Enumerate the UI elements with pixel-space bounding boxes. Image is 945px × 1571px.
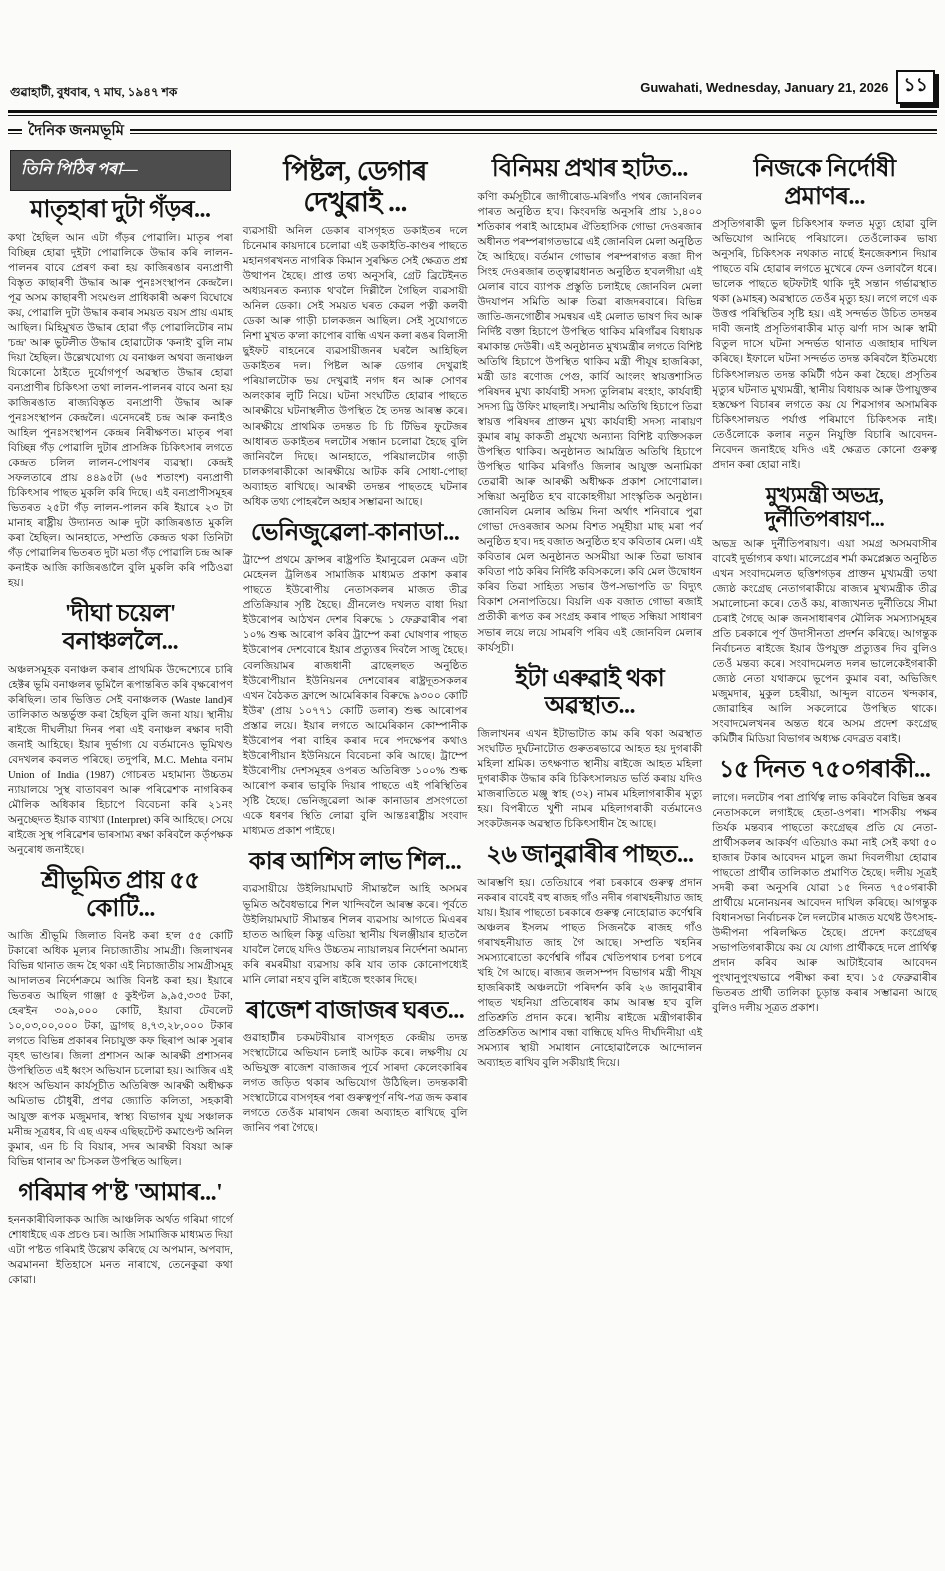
article-body: আজি শ্ৰীভূমি জিলাত বিনষ্ট কৰা হ'ল ৫৫ কোটি টকাৰো অধিক মূল্যৰ নিচাজাতীয় সামগ্ৰী। জিলাখনৰ বিভিন্ন থানাত জব্দ হৈ থকা এই নিচাজাতীয় সামগ্ৰীসমূহ আদালতৰ নিৰ্দেশক্ৰমে আজি বিনষ্ট কৰা হয়। ইয়াৰে ভিতৰত আছিল গাঞ্জা ৫ কুইণ্টল ৯,৯৫,৩৩৫ টকা, হেৰ'ইন ৩০৯,০০০ কোটি, ইয়াবা টেবলেট ১০,০৩,০০,০০০ টকা, ড্ৰাগছ ৪,৭৩,২৮,০০০ টকাৰ লগতে বিভিন্ন প্ৰকাৰৰ নিচাযুক্ত কফ ছিৰাপ আৰু সুৰাৰ বৃহৎ ভাণ্ডাৰ। জিলা প্ৰশাসন আৰু আৰক্ষী প্ৰশাসনৰ উপস্থিতিত এই ধ্বংস অভিযান চলোৱা হয়। আজিৰ এই ধ্বংস অভিযান কাৰ্যসূচীত অতিৰিক্ত আৰক্ষী অধীক্ষক অমিতাভ চৌধুৰী, প্ৰণৱ জ্যোতি কলিতা, সহকাৰী আয়ুক্ত ৰূপক মজুমদাৰ, স্বাস্থ্য বিভাগৰ যুগ্ম সঞ্চালক মনীন্দ্ৰ সূত্ৰধৰ, বি এছ এফৰ এছিছটেণ্ট কমাণ্ডেণ্ট অনিল কুমাৰ, এন চি বি বিয়াৰ, সদৰ আৰক্ষী বিষয়া আৰু বিভিন্ন থানাৰ অ' চিসকল উপস্থিত আছিল। — [8, 931, 233, 1168]
masthead-rule-right — [130, 129, 937, 134]
article — [8, 601, 233, 858]
continuation-banner: তিনি পিঠিৰ পৰা— — [10, 150, 231, 191]
article-headline: মুখ্যমন্ত্ৰী অভদ্ৰ, দুৰ্নীতিপৰায়ণ... — [764, 482, 885, 531]
masthead-row — [8, 119, 937, 144]
article-headline: কাৰ আশিস লাভ শিল... — [248, 848, 462, 875]
article-headline: মাতৃহাৰা দুটা গঁড়ৰ... — [30, 197, 211, 223]
article-body: প্ৰসৃতিগৰাকী ভুল চিকিৎসাৰ ফলত মৃত্যু হোৱা বুলি অভিযোগ আনিছে পৰিয়ালে। তেওঁলোকৰ ভাষ্য অনুসৰি, চিকিৎসক নথকাত নাৰ্ছে ইনজেকশ্যন দিয়াৰ পাছতে বমি হোৱাৰ লগতে মুখেৰে ফেন ওলাবলৈ ধৰে। ভালেক পাছতে ছটফটাই থাকি দুই সন্তান গৰ্ভাৱস্থাত থকা (৯মাহৰ) অৱস্থাতে তেওঁৰ মৃত্যু হয়। লগে লগে এক উত্তপ্ত পৰিস্থিতিৰ সৃষ্টি হয়। এই সন্দৰ্ভত উচিত তদন্তৰ দাবী জনাই প্ৰসৃতিগৰাকীৰ মাতৃ ঝৰ্ণা দাস আৰু স্বামী বিতুল দাসে ঘটনা সন্দৰ্ভত থানাত এজাহাৰ দাখিল কৰিছে। ইফালে ঘটনা সন্দৰ্ভত তদন্ত কৰিবলৈ ইতিমধ্যে চিকিৎসালয়ত তদন্ত কমিটী গঠন কৰা হৈছে। প্ৰসৃতিৰ মৃত্যুৰ ঘটনাত মুখ্যমন্ত্ৰী, স্থানীয় বিধায়ক আৰু উপায়ুক্তৰ হস্তক্ষেপ বিচাৰৰ লগতে কয় যে শিৱসাগৰ অসামৰিক চিকিৎসালয়ত পৰ্যাপ্ত পৰিমাণে চিকিৎসক নাই। তেওঁলোকে কলাৰ নতুন নিযুক্তি বিচাৰি আবেদন-নিবেদন জনাইছে যদিও এই ক্ষেত্ৰত কোনো গুৰুত্ব প্ৰদান কৰা হোৱা নাই। — [712, 219, 937, 471]
page-number-box: ১১ — [896, 70, 935, 104]
article-body: অভদ্ৰ আৰু দুৰ্নীতিপৰায়ণ। এয়া সমগ্ৰ অসমবাসীৰ বাবেই দুৰ্ভাগ্যৰ কথা। মালেগ্ৰেৰ শৰ্মা কমপ্লেক্সত অনুষ্ঠিত এখন সংবাদমেলত ছত্তিশগড়ৰ প্ৰাক্তন মুখ্যমন্ত্ৰী তথা জ্যেষ্ঠ কংগ্ৰেছ নেতাগৰাকীয়ে ৰাজ্যৰ মুখ্যমন্ত্ৰীক তীব্ৰ সমালোচনা কৰে। তেওঁ কয়, ৰাজ্যখনত দুৰ্নীতিয়ে সীমা চেৰাই গৈছে আৰু জনসাধাৰণৰ মৌলিক সমস্যাসমূহৰ প্ৰতি চৰকাৰে পূৰ্ণ উদাসীনতা প্ৰদৰ্শন কৰিছে। আগন্তুক নিৰ্বাচনত ৰাইজে ইয়াৰ উপযুক্ত প্ৰত্যুত্তৰ দিব বুলিও তেওঁ মন্তব্য কৰে। সংবাদমেলত দলৰ ভালেকেইগৰাকী জ্যেষ্ঠ নেতা যথাক্ৰমে ভূপেন কুমাৰ বৰা, অভিজিৎ মজুমদাৰ, মুকুল চহৰীয়া, আব্দুল বাতেন খন্দকাৰ, জোৱাহিৰ আলি সকলোৱে উপস্থিত থাকে। সংবাদমেলখনৰ অন্তত ধৰে অসম প্ৰদেশ কংগ্ৰেছ কমিটীৰ মিডিয়া বিভাগৰ অধ্যক্ষ বেদব্ৰত বৰাই। — [712, 539, 937, 746]
article — [478, 156, 703, 656]
article — [8, 197, 233, 591]
article — [243, 998, 468, 1137]
article-headline: ১৫ দিনত ৭৫০গৰাকী... — [718, 757, 931, 784]
article — [243, 156, 468, 510]
news-column-3 — [478, 150, 703, 1081]
article-headline: গৰিমাৰ প'ষ্ট 'আমাৰ...' — [18, 1179, 223, 1206]
header-rule — [8, 110, 937, 116]
article-headline: ৰাজেশ বাজাজৰ ঘৰত... — [245, 997, 465, 1024]
page-header — [8, 6, 937, 108]
article-headline: নিজকে নিৰ্দোষী প্ৰমাণৰ... — [753, 156, 896, 210]
masthead-dash-left — [8, 129, 22, 134]
date-local: গুৱাহাটী, বুধবাৰ, ৭ মাঘ, ১৯৪৭ শক — [10, 85, 178, 99]
article-headline: পিষ্টল, ডেগাৰ দেখুৱাই ... — [283, 156, 427, 218]
date-english: Guwahati, Wednesday, January 21, 2026 — [640, 79, 889, 95]
article-body: আৰম্ভণি হয়। তেতিয়াৰে পৰা চৰকাৰে গুৰুত্ব প্ৰদান নকৰাৰ বাবেই বহু ৰাজহ গাঁও নদীৰ গৰাখহনীয়াত জাহ যায়। ইয়াৰ পাছতো চৰকাৰে গুৰুত্ব নোহোৱাত কৰ্ণেশ্বৰি অঞ্চলৰ ইসলম পাছত সিজনকৈ ৰাজহ গাঁও গৰাখহনীয়াত জাহ গৈ আছে। সম্প্ৰতি খহনিৰ সমস্যাৰোতো কৰ্ণেশ্বৰি গাঁৱৰ খেতিপথাৰ চপৰা চপৰে খহি গৈ আছে। ৰাজ্যৰ জলসম্পদ বিভাগৰ মন্ত্ৰী পীযূষ হাজৰিকাই অঞ্চলটো পৰিদৰ্শন কৰি ২৬ জানুৱাৰীৰ পাছত খহনিয়া প্ৰতিৰোধৰ কাম আৰম্ভ হ'ব বুলি প্ৰতিশ্ৰুতি প্ৰদান কৰে। স্থানীয় ৰাইজে মন্ত্ৰীগৰাকীৰ প্ৰতিশ্ৰুতিত আশাৰ বন্ধা বান্ধিছে যদিও দীৰ্ঘদিনীয়া এই সমস্যাৰ স্থায়ী সমাধান নোহোৱালৈকে আন্দোলন অব্যাহত ৰাখিব বুলি সকীয়াই দিয়ে। — [477, 877, 703, 1069]
article-body: ট্ৰাম্পে প্ৰথমে ফ্ৰান্সৰ ৰাষ্ট্ৰপতি ইমানুৱেল মেক্ৰন এটা মেহেনল ট্ৰলিঙৰ সামাজিক মাধ্যমত প্ৰকাশ কৰাৰ পাছতে ইউৰোপীয় নেতাসকলৰ মাজত তীব্ৰ প্ৰতিক্ৰিয়াৰ সৃষ্টি হৈছে। গ্ৰীনলেণ্ড দখলত বাধা দিয়া ইউৰোপৰ আঠখন দেশৰ বিৰুদ্ধে ১ ফেব্ৰুৱাৰীৰ পৰা ১০% শুল্ক আৰোপ কৰিব ট্ৰাম্পে কৰা ঘোষণাৰ পাছত ইউৰোপৰ দেশবোৰে ইয়াৰ প্ৰত্যুত্তৰ দিবলৈ সাজু হৈছে। বেলজিয়ামৰ ৰাজধানী ব্ৰাছেলছত অনুষ্ঠিত ইউৰোপীয়ান ইউনিয়নৰ দেশবোৰৰ ৰাষ্ট্ৰদূতসকলৰ এখন বৈঠকত ফ্ৰান্সে আমেৰিকাৰ বিৰুদ্ধে ৯৩০০ কোটি ইউৰ' (প্ৰায় ১০৭৭১ কোটি ডলাৰ) শুল্ক আৰোপৰ প্ৰস্তাৱ লয়ে। ইয়াৰ লগতে আমেৰিকান কোম্পানীক ইউৰোপৰ পৰা বাহিৰ কৰাৰ দৰে পদক্ষেপৰ কথাও ইউৰোপীয়ান ইউনিয়নে বিবেচনা কৰি আছে। ট্ৰাম্পে ইউৰোপীয় দেশসমূহৰ ওপৰত অতিৰিক্ত ১০০% শুল্ক আৰোপ কৰাৰ ভাবুকি দিয়াৰ পাছতে এই পৰিস্থিতিৰ সৃষ্টি হৈছে। ভেনিজুৱেলা আৰু কানাডাৰ প্ৰসংগতো একে ধৰণৰ স্থিতি লোৱা বুলি আন্তঃৰাষ্ট্ৰীয় সংবাদ মাধ্যমত প্ৰকাশ পাইছে। — [242, 555, 468, 837]
news-column-2 — [243, 150, 468, 1147]
article-headline: ২৬ জানুৱাৰীৰ পাছত... — [486, 841, 694, 868]
article — [243, 849, 468, 988]
masthead: দৈনিক জনমভূমি — [28, 123, 124, 139]
article-body: কথা হৈছিল আন এটা গঁড়ৰ পোৱালি। মাতৃৰ পৰা বিচ্ছিন্ন হোৱা দুইটা পোৱালিকে উদ্ধাৰ কৰি লালন-পালনৰ বাবে প্ৰেৰণ কৰা হয় কাজিৰঙাৰ বন্যপ্ৰাণী বিস্তৃত কাছাৰণী উদ্ধাৰ আৰু পুনঃসংস্থাপন কেন্দ্ৰলৈ। পূৱ অসম কাছাৰণী সংমণ্ডল প্ৰাধিকাৰী অৰুণ বিঘোষে কয়, পোৱালি দুটা উদ্ধাৰ কৰাৰ সময়ত বয়স প্ৰায় এমাহ আছিল। মিহিমুখত উদ্ধাৰ হোৱা গঁড় পোৱালিটোৰ নাম 'চন্দ্ৰ' আৰু ভুটলীত উদ্ধাৰ হোৱাটোক 'কনাই' বুলি নাম দিয়া হৈছিল। উল্লেখযোগ্য যে বনাঞ্চল অথবা জনাঞ্চল যিকোনো ঠাইতে দুৰ্যোগপূৰ্ণ অৱস্থাত উদ্ধাৰ হোৱা বন্যপ্ৰাণীৰ চিকিৎসা তথা লালন-পালনৰ বাবে অনা হয় কাজিৰঙাত ৰাজ্যবিস্তৃত বন্যপ্ৰাণী উদ্ধাৰ আৰু পুনঃসংস্থাপন কেন্দ্ৰলৈ। এনেদৰেই চন্দ্ৰ আৰু কনাইও আহিল পুনঃসংস্থাপন কেন্দ্ৰৰ নিৰীক্ষণত। মাতৃৰ পৰা বিচ্ছিন্ন গঁড় পোৱালি দুটাৰ প্ৰাসঙ্গিক চিকিৎসাৰ লগতে কেন্দ্ৰত চলিল লালন-পোষণৰ ব্যৱস্থা। কেন্দ্ৰই সফলতাৰে প্ৰায় ৪৪৯৫টা (৬৫ শতাংশ) বন্যপ্ৰাণী চিকিৎসাৰ পাছত মুকলি কৰি দিছে। এই বন্যপ্ৰাণীসমূহৰ ভিতৰত ২৫টা গঁড় লালন-পালন কৰি ইয়াৰে ২৩ টা মানাহ ৰাষ্ট্ৰীয় উদ্যানত আৰু দুটা কাজিৰঙাত মুকলি কৰা হৈছিল। আনহাতে, সম্প্ৰতি কেন্দ্ৰত থকা তিনিটা গঁড় পোৱালিৰ ভিতৰত দুটা মতা গঁড় পোৱালি চন্দ্ৰ আৰু কনাইক আজি কাজিৰঙালৈ বুলি মুকলি কৰি পঠিওৱা হয়। — [8, 232, 233, 590]
news-column-1 — [8, 150, 233, 1298]
article-body: হননকাৰীবিলাকক আজি আঞ্চলিক অৰ্থত গৰিমা গাৰ্গে শোধাইছে এক প্ৰচণ্ড চৰ। আজি সামাজিক মাধ্যমত দিয়া এটা প'ষ্টত গৰিমাই উল্লেখ কৰিছে যে অপমান, অপবাদ, অৱমাননা ইতিহাসে মনত নাৰাখে, তেনেকুৱা কথা কোৱা। — [8, 1215, 233, 1287]
article-headline: 'দীঘা চয়েল' বনাঞ্চললৈ... — [62, 601, 179, 655]
article-headline: ভেনিজুৱেলা-কানাডা... — [250, 519, 460, 546]
article-body: ব্যৱসায়ীয়ে উইলিয়ামঘাট সীমান্তলৈ আহি অসমৰ ভূমিত অবৈধভাৱে শিল খান্দিবলৈ আৰম্ভ কৰে। পূৰ্বতে উইলিয়ামঘাট সীমান্তৰ শিলৰ ব্যৱসায় আগতে মিএৰৰ হাতত আছিল কিন্তু এতিয়া স্থানীয় খিলঞ্জীয়াৰ হাতলৈ যাবলৈ লৈছে যদিও উচ্চতম ন্যায়ালয়ৰ নিৰ্দেশনা অমান্য কৰি ৰমৰমীয়া ব্যৱসায় কৰি যাব তাক কোনোপধ্যেই মানি লোৱা নহ'ব বুলি ৰাইজে হুংকাৰ দিছে। — [242, 884, 468, 986]
article-body: গুৱাহাটীৰ চকমটবীয়াৰ বাসগৃহত কেন্দ্ৰীয় তদন্ত সংস্থাটোৱে অভিযান চলাই আটক কৰে। লক্ষণীয় যে অভিযুক্ত ৰাজেশ বাজাজৰ পূৰ্বে সাৰদা কেলেংকাৰিৰ লগত জড়িত থকাৰ অভিযোগ উঠিছিল। তদন্তকাৰী সংস্থাটোৱে বাসগৃহৰ পৰা গুৰুত্বপূৰ্ণ নথি-পত্ৰ জব্দ কৰাৰ লগতে তেওঁক মাৰাথন জেৰা অব্যাহত ৰাখিছে বুলি জানিব পৰা গৈছে। — [242, 1033, 468, 1135]
article — [478, 842, 703, 1071]
article — [712, 757, 937, 1016]
article-headline: শ্ৰীভূমিত প্ৰায় ৫৫ কোটি... — [41, 867, 200, 922]
columns — [8, 150, 937, 1298]
article — [243, 520, 468, 839]
article — [712, 156, 937, 473]
article — [478, 666, 703, 832]
article-body: অঞ্চলসমূহক বনাঞ্চল কৰাৰ প্ৰাথমিক উদ্দেশ্যেৰে চাৰি হেক্টৰ ভূমি বনাঞ্চলৰ ভূমিলৈ ৰূপান্তৰিত কৰি বৃক্ষৰোপণ কৰিছিল। তাৰ ভিত্তিত সেই বনাঞ্চলক (Waste land)ৰ তালিকাত অন্তৰ্ভুক্ত কৰা হৈছিল বুলি জনা যায়। স্থানীয় ৰাইজে দীঘলীয়া দিনৰ পৰা এই বনাঞ্চল ৰক্ষাৰ দাবী জনাই আহিছে। ইয়াৰ দুৰ্ভাগ্য যে বৰ্তমানেও ভূমিখণ্ড বেদখলৰ কবলত পৰিছে। তদুপৰি, M.C. Mehta বনাম Union of India (1987) গোচৰত মহামান্য উচ্চতম ন্যায়ালয়ে 'সুস্থ বাতাবৰণ আৰু পৰিৱেশ'ক নাগৰিকৰ মৌলিক অধিকাৰ হিচাপে বিবেচনা কৰি ২১নং অনুচ্ছেদত ইয়াক ব্যাখ্যা (Interpret) কৰি আহিছে। সেয়ে ৰাইজে সুস্থ পৰিৱেশৰ ভাৰসাম্য ৰক্ষা কৰিবলৈ কৰ্তৃপক্ষক অনুৰোধ জনাইছে। — [8, 664, 233, 856]
article-body: লাগে। দলটোৰ পৰা প্ৰাৰ্থিত্ব লাভ কৰিবলৈ বিভিন্ন স্তৰৰ নেতাসকলে লগাইছে হেতা-ওপৰা। শাসকীয় পক্ষৰ তিৰ্যক মন্তব্যৰ পাছতো কংগ্ৰেছৰ প্ৰতি যে নেতা-প্ৰাৰ্থীসকলৰ আকৰ্ষণ এতিয়াও কমা নাই সেই কথা ৫০ হাজাৰ টকাৰ আবেদন মাচুল জমা দিবলগীয়া হোৱাৰ পাছতো প্ৰাৰ্থীৰ তালিকাত প্ৰমাণিত হৈছে। দলীয় সূত্ৰই সদৰী কৰা অনুসৰি যোৱা ১৫ দিনত ৭৫০গৰাকী প্ৰাৰ্থীয়ে মনোনয়নৰ আবেদন দাখিল কৰিছে। আগন্তুক বিধানসভা নিৰ্বাচনক লৈ দলটোৰ মাজত যথেষ্ট উৎসাহ-উদ্দীপনা পৰিলক্ষিত হৈছে। প্ৰদেশ কংগ্ৰেছৰ সভাপতিগৰাকীয়ে কয় যে যোগ্য প্ৰাৰ্থীকহে দলে প্ৰাৰ্থিত্ব প্ৰদান কৰিব আৰু আটাইবোৰ আবেদন পুংখানুপুংখভাৱে পৰীক্ষা কৰা হ'ব। ১৫ ফেব্ৰুৱাৰীৰ ভিতৰত প্ৰাৰ্থী তালিকা চূড়ান্ত কৰাৰ সম্ভাৱনা আছে বুলিও দলীয় সূত্ৰত প্ৰকাশ। — [712, 793, 937, 1015]
article-body: জিলাখনৰ এখন ইটাভাটাত কাম কৰি থকা অৱস্থাত সংঘটিত দুৰ্ঘটনাটোত গুৰুতৰভাৱে আহত হয় দুগৰাকী মহিলা শ্ৰমিক। তৎক্ষণাত স্থানীয় ৰাইজে আহত মহিলা দুগৰাকীক উদ্ধাৰ কৰি চিকিৎসালয়ত ভৰ্তি কৰায় যদিও মাজৰাতিতে মঞ্জু স্বাহ (৩২) নামৰ মহিলাগৰাকীৰ মৃত্যু হয়। বিপৰীতে খুশী নামৰ মহিলাগৰাকী বৰ্তমানেও সংকটজনক অৱস্থাত চিকিৎসাধীন হৈ আছে। — [477, 728, 703, 830]
article — [8, 1180, 233, 1289]
news-column-4 — [712, 150, 937, 1027]
article-body: কণিা কৰ্মসূচীৰে জাগীৰোড-মৰিগাঁও পথৰ জোনবিলৰ পাৰত অনুষ্ঠিত হ'ব। কিংবদন্তি অনুসৰি প্ৰায় ১,৪০০ শতিকাৰ পৰাই আহোমৰ ঐতিহাসিক গোভা দেওৰজাৰ অধীনত পৰম্পৰাগতভাৱে এই জোনবিল মেলা অনুষ্ঠিত হৈ আহিছে। বৰ্তমান গোভাৰ পৰম্পৰাগত ৰজা দীপ সিংহ দেওৰজাৰ তত্ত্বাৱধানত অনুষ্ঠিত হ'বলগীয়া এই মেলাৰ বাবে ব্যাপক প্ৰস্তুতি চলাইছে জোনবিল মেলা উদযাপন সমিতি আৰু তিৱা ৰাজদৰবাৰে। বিভিন্ন জাতি-জনগোষ্ঠীৰ সমন্বয়ৰ এই মেলাত ভাষণ দিব আৰু নিৰ্দিষ্ট বক্তা হিচাপে উপস্থিত থাকিব মৰিগাঁৱৰ বিধায়ক ৰমাকান্ত দেউৰী। এই অনুষ্ঠানত মুখ্যমন্ত্ৰীৰ লগতে বিশিষ্ট অতিথি হিচাপে উপস্থিত থাকিব মন্ত্ৰী পীযূষ হাজৰিকা, মন্ত্ৰী ডাঃ ৰণোজ পেগু, কাৰ্বি আংলং স্বায়ত্তশাসিত পৰিষদৰ মুখ্য কাৰ্যবাহী সদস্য তুলিৰাম ৰংহাং, কাৰ্যবাহী সদস্য ড্ৰি উফিং মাছলাই। সম্মানীয় অতিথি হিচাপে তিৱা স্বায়ত্ত পৰিষদৰ প্ৰাক্তন মুখ্য কাৰ্যবাহী সদস্য নাৰায়ণ কুমাৰ ৰামু কাকতী প্ৰমুখ্যে অন্যান্য বিশিষ্ট ব্যক্তিসকল উপস্থিত থাকিব। অনুষ্ঠানত আমন্ত্ৰিত অতিথি হিচাপে উপস্থিত থাকিব মৰিগাঁও জিলাৰ আয়ুক্ত অনামিকা তেৱাৰী আৰু আৰক্ষী অধীক্ষক প্ৰকাশ সোণোৱাল। সন্ধিয়া অনুষ্ঠিত হ'ব বাকোহগীয়া সাংস্কৃতিক অনুষ্ঠান। জোনবিল মেলাৰ অন্তিম দিনা অৰ্থাৎ শনিবাৰে পুৱা গোভা দেওৰজাৰ অসম বিশত সমূহীয়া মাছ মৰা পৰ্ব অনুষ্ঠিত হ'ব। দহ বজাত অনুষ্ঠিত হ'ব কবিতাৰ মেল। এই কবিতাৰ মেল অনুষ্ঠানত অসমীয়া আৰু তিৱা ভাষাৰ কবিতা পাঠ কৰিব নিৰ্দিষ্ট কবিসকলে। কবি মেল উদ্বোধন কৰিব তিৱা সাহিত্য সভাৰ উপ-সভাপতি ড' বিদ্যুৎ বিকাশ সেনাপতিয়ে। বিয়লি এক বজাত গোভা ৰজাই প্ৰতীকী ৰূপত কৰ সংগ্ৰহ কৰাৰ পাছত সন্ধিয়া সাধাৰণ সভাৰ লয়ে লয়ে সামৰণি পৰিব এই জোনবিল মেলাৰ কাৰ্যসূচী। — [477, 191, 703, 654]
article-headline: বিনিময় প্ৰথাৰ হাটত... — [491, 156, 688, 182]
article — [712, 483, 937, 748]
article — [8, 868, 233, 1170]
article-body: ব্যৱসায়ী অনিল ডেকাৰ বাসগৃহত ডকাইতৰ দলে চিনেমাৰ কায়দাৰে চলোৱা এই ডকাইতি-কাণ্ডৰ পাছতে মহানগৰখনত নাগৰিক কিমান সুৰক্ষিত সেই ক্ষেত্ৰত প্ৰশ্ন উত্থাপন হৈছে। প্ৰাপ্ত তথ্য অনুসৰি, গ্ৰেট ব্ৰিটেইনত অধ্যয়নৰত কন্যাক থ'বলৈ দিল্লীলৈ গৈছিল ব্যৱসায়ী অনিল ডেকা। সেই সময়ত ঘৰত কেৱল পত্নী কলবী ডেকা আৰু গাড়ী চালকজন আছিল। সেই সুযোগতে নিশা মুখত ক'লা কাপোৰ বান্ধি এখন কলা ৰঙৰ বিলাসী ছুইফট বাহনেৰে ব্যৱসায়ীজনৰ ঘৰলৈ আহিছিল ডকাইতৰ দল। পিষ্টল আৰু ডেগাৰ দেখুৱাই পৰিয়ালটোক ভয় দেখুৱাই নগদ ধন আৰু সোণৰ অলংকাৰ লুটি নিয়ে। ঘটনা সংঘটিত হোৱাৰ পাছতে আৰক্ষীয়ে ঘটনাস্থলীত উপস্থিত হৈ তদন্ত আৰম্ভ কৰে। আৰক্ষীয়ে প্ৰাথমিক তদন্তত চি চি টিভিৰ ফুটেজৰ আধাৰত ডকাইতৰ দলটোৰ সন্ধান চলোৱা হৈছে বুলি জানিবলৈ দিছে। আনহাতে, পৰিয়ালটোৰ গাড়ী চালকগৰাকীকো আৰক্ষীয়ে আটক কৰি সোধা-পোছা অব্যাহত ৰাখিছে। আৰক্ষী তদন্তৰ পাছতহে ঘটনাৰ অধিক তথ্য পোহৰলৈ অহাৰ সম্ভাৱনা আছে। — [242, 226, 468, 508]
article-headline: ইটা এৰুৱাই থকা অৱস্থাত... — [515, 665, 665, 720]
